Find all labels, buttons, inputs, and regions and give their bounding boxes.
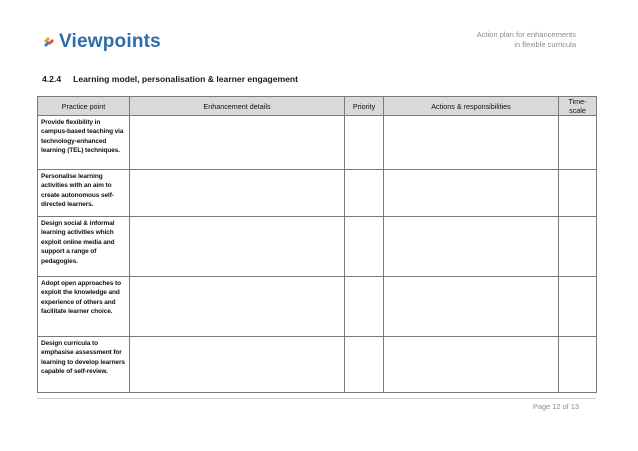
viewpoints-logo bbox=[42, 31, 161, 53]
enhancement-details-cell[interactable] bbox=[130, 337, 345, 393]
column-header-practice-point: Practice point bbox=[38, 97, 130, 116]
document-title bbox=[477, 30, 576, 50]
section-number: 4.2.4 bbox=[42, 74, 62, 84]
column-header-priority: Priority bbox=[345, 97, 384, 116]
action-plan-table bbox=[37, 96, 597, 393]
table-row bbox=[38, 116, 597, 170]
table-row bbox=[38, 217, 597, 277]
section-heading bbox=[42, 74, 298, 84]
logo-mark-icon bbox=[42, 35, 56, 49]
column-header-enhancement-details: Enhancement details bbox=[130, 97, 345, 116]
practice-point-cell: Adopt open approaches to exploit the knowledge and experience of others and facilitate learner choice. bbox=[38, 277, 130, 337]
practice-point-cell: Design curricula to emphasise assessment for learning to develop learners capable of self-review. bbox=[38, 337, 130, 393]
document-title-line2: in flexible curricula bbox=[514, 40, 576, 49]
priority-cell[interactable] bbox=[345, 170, 384, 217]
priority-cell[interactable] bbox=[345, 337, 384, 393]
logo-text: Viewpoints bbox=[59, 31, 161, 52]
section-title: Learning model, personalisation & learner engagement bbox=[73, 74, 299, 84]
time-scale-cell[interactable] bbox=[559, 116, 597, 170]
column-header-time-scale: Time-scale bbox=[559, 97, 597, 116]
practice-point-cell: Design social & informal learning activities which exploit online media and support a range of pedagogies. bbox=[38, 217, 130, 277]
table-row bbox=[38, 277, 597, 337]
time-scale-cell[interactable] bbox=[559, 337, 597, 393]
actions-responsibilities-cell[interactable] bbox=[384, 337, 559, 393]
table-row bbox=[38, 337, 597, 393]
priority-cell[interactable] bbox=[345, 217, 384, 277]
column-header-actions-responsibilities: Actions & responsibilities bbox=[384, 97, 559, 116]
enhancement-details-cell[interactable] bbox=[130, 116, 345, 170]
enhancement-details-cell[interactable] bbox=[130, 170, 345, 217]
priority-cell[interactable] bbox=[345, 277, 384, 337]
enhancement-details-cell[interactable] bbox=[130, 277, 345, 337]
table-header-row bbox=[38, 97, 597, 116]
actions-responsibilities-cell[interactable] bbox=[384, 217, 559, 277]
document-title-line1: Action plan for enhancements bbox=[476, 30, 576, 39]
actions-responsibilities-cell[interactable] bbox=[384, 116, 559, 170]
practice-point-cell: Provide flexibility in campus-based teaching via technology-enhanced learning (TEL) techniques. bbox=[38, 116, 130, 170]
actions-responsibilities-cell[interactable] bbox=[384, 170, 559, 217]
enhancement-details-cell[interactable] bbox=[130, 217, 345, 277]
time-scale-cell[interactable] bbox=[559, 170, 597, 217]
time-scale-cell[interactable] bbox=[559, 277, 597, 337]
actions-responsibilities-cell[interactable] bbox=[384, 277, 559, 337]
time-scale-cell[interactable] bbox=[559, 217, 597, 277]
page-number: Page 12 of 13 bbox=[532, 402, 579, 411]
table-row bbox=[38, 170, 597, 217]
practice-point-cell: Personalise learning activities with an aim to create autonomous self-directed learners. bbox=[38, 170, 130, 217]
footer-divider bbox=[37, 398, 596, 399]
priority-cell[interactable] bbox=[345, 116, 384, 170]
